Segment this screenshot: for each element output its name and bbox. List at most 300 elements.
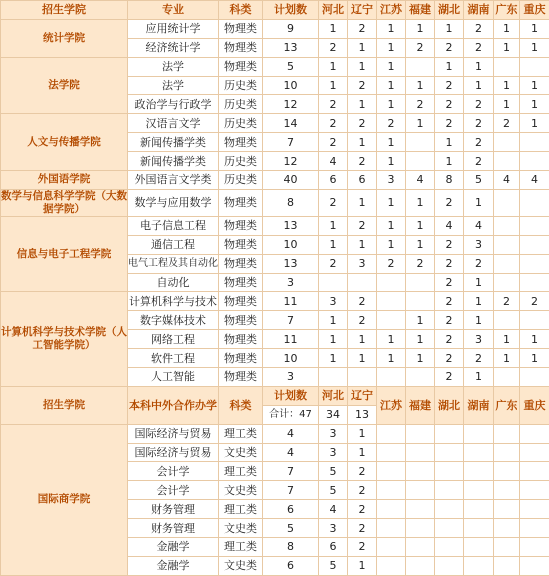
empty-cell [464,481,494,500]
value-cell: 3 [319,424,348,443]
value-cell: 2 [464,133,494,152]
value-cell: 2 [435,330,464,349]
major-cell: 新闻传播学类 [128,133,219,152]
value-cell [520,189,549,216]
value-cell: 1 [406,235,435,254]
province-header: 江苏 [377,386,406,424]
value-cell: 1 [464,273,494,292]
empty-cell [494,462,520,481]
value-cell: 1 [348,57,377,76]
value-cell [520,273,549,292]
value-cell [494,235,520,254]
empty-cell [406,556,435,575]
subject-cell: 物理类 [219,254,263,273]
subject-cell: 理工类 [219,424,263,443]
value-cell: 2 [348,311,377,330]
value-cell: 1 [377,57,406,76]
province-header: 重庆 [520,386,549,424]
value-cell [319,368,348,387]
province-header: 广东 [494,1,520,20]
major-cell: 外国语言文学类 [128,171,219,190]
value-cell: 7 [263,311,319,330]
major-cell: 财务管理 [128,500,219,519]
value-cell [520,57,549,76]
subject-cell: 文史类 [219,519,263,538]
subject-cell: 物理类 [219,189,263,216]
value-cell: 1 [520,76,549,95]
empty-cell [377,519,406,538]
value-cell: 3 [464,235,494,254]
subject-header: 科类 [219,1,263,20]
value-cell: 1 [377,95,406,114]
province-header: 湖北 [435,1,464,20]
value-cell [406,57,435,76]
major-cell: 计算机科学与技术 [128,292,219,311]
value-cell: 2 [494,292,520,311]
value-cell: 1 [377,19,406,38]
table-row [1,57,549,76]
value-cell: 2 [348,481,377,500]
major-cell: 会计学 [128,481,219,500]
value-cell: 5 [263,57,319,76]
value-cell: 5 [319,462,348,481]
value-cell [406,133,435,152]
empty-cell [520,519,549,538]
value-cell: 2 [494,114,520,133]
value-cell: 12 [263,95,319,114]
value-cell: 2 [319,38,348,57]
major-cell: 自动化 [128,273,219,292]
empty-cell [464,424,494,443]
value-cell: 7 [263,462,319,481]
value-cell [377,292,406,311]
college-cell: 数学与信息科学学院（大数据学院） [1,189,128,216]
empty-cell [520,462,549,481]
value-cell: 40 [263,171,319,190]
value-cell: 3 [319,443,348,462]
subject-cell: 物理类 [219,57,263,76]
province-header: 辽宁 [348,1,377,20]
value-cell: 1 [348,235,377,254]
value-cell: 6 [263,556,319,575]
value-cell: 6 [319,171,348,190]
subject-cell: 物理类 [219,235,263,254]
empty-cell [377,556,406,575]
empty-cell [464,462,494,481]
value-cell: 1 [377,216,406,235]
value-cell: 1 [406,76,435,95]
value-cell: 2 [377,114,406,133]
value-cell: 1 [520,330,549,349]
value-cell: 4 [319,152,348,171]
value-cell: 2 [406,38,435,57]
value-cell: 2 [377,254,406,273]
empty-cell [464,556,494,575]
value-cell: 2 [348,462,377,481]
value-cell: 2 [348,114,377,133]
hebei-total-cell: 34 [319,405,348,424]
plan-header: 计划数 [263,1,319,20]
value-cell [494,133,520,152]
value-cell: 14 [263,114,319,133]
value-cell: 2 [435,95,464,114]
value-cell: 1 [435,152,464,171]
value-cell: 9 [263,19,319,38]
province-header: 湖南 [464,1,494,20]
value-cell: 4 [406,171,435,190]
empty-cell [435,500,464,519]
province-header: 湖北 [435,386,464,424]
value-cell: 4 [435,216,464,235]
value-cell: 1 [377,38,406,57]
empty-cell [520,424,549,443]
subject-cell: 物理类 [219,133,263,152]
value-cell [520,152,549,171]
value-cell [406,152,435,171]
subject-cell: 物理类 [219,330,263,349]
value-cell: 5 [319,556,348,575]
subject-cell: 物理类 [219,216,263,235]
empty-cell [377,443,406,462]
value-cell [494,57,520,76]
empty-cell [464,538,494,557]
value-cell: 1 [319,311,348,330]
subheader-row [1,386,549,405]
value-cell [494,152,520,171]
value-cell: 1 [464,292,494,311]
value-cell [520,254,549,273]
value-cell [406,273,435,292]
province-header: 福建 [406,1,435,20]
value-cell [348,273,377,292]
empty-cell [494,519,520,538]
value-cell: 2 [435,38,464,57]
empty-cell [520,556,549,575]
value-cell: 1 [494,19,520,38]
value-cell: 1 [494,330,520,349]
province-header: 江苏 [377,1,406,20]
value-cell: 2 [464,95,494,114]
value-cell: 2 [348,19,377,38]
value-cell [494,189,520,216]
value-cell: 1 [406,311,435,330]
major-cell: 通信工程 [128,235,219,254]
value-cell: 2 [435,235,464,254]
empty-cell [406,481,435,500]
value-cell: 1 [494,76,520,95]
value-cell: 1 [435,19,464,38]
value-cell: 2 [435,349,464,368]
value-cell: 1 [319,57,348,76]
value-cell: 2 [348,216,377,235]
value-cell: 1 [377,76,406,95]
major-cell: 汉语言文学 [128,114,219,133]
major-header: 专业 [128,1,219,20]
value-cell: 3 [348,254,377,273]
empty-cell [406,519,435,538]
major-cell: 网络工程 [128,330,219,349]
major-cell: 法学 [128,76,219,95]
value-cell: 1 [319,235,348,254]
value-cell: 6 [263,500,319,519]
empty-cell [494,481,520,500]
empty-cell [377,462,406,481]
value-cell: 1 [406,114,435,133]
value-cell: 6 [319,538,348,557]
value-cell: 2 [348,500,377,519]
value-cell: 5 [464,171,494,190]
value-cell: 1 [319,19,348,38]
subject-cell: 文史类 [219,481,263,500]
empty-cell [377,500,406,519]
value-cell: 1 [348,38,377,57]
empty-cell [494,443,520,462]
value-cell: 13 [263,254,319,273]
value-cell: 3 [263,368,319,387]
value-cell: 2 [348,76,377,95]
value-cell: 2 [406,254,435,273]
subject-cell: 文史类 [219,443,263,462]
value-cell: 2 [435,189,464,216]
value-cell: 2 [406,95,435,114]
value-cell: 1 [377,349,406,368]
value-cell [319,273,348,292]
empty-cell [435,424,464,443]
value-cell: 7 [263,133,319,152]
value-cell: 12 [263,152,319,171]
value-cell: 4 [263,424,319,443]
empty-cell [494,538,520,557]
value-cell: 3 [377,171,406,190]
major-cell: 电子信息工程 [128,216,219,235]
college-cell: 外国语学院 [1,171,128,190]
college-cell: 人文与传播学院 [1,114,128,171]
value-cell: 1 [520,349,549,368]
college-cell: 计算机科学与技术学院（人工智能学院） [1,292,128,386]
value-cell: 1 [348,330,377,349]
plan-header: 计划数 [263,386,319,405]
value-cell: 2 [520,292,549,311]
value-cell: 2 [319,95,348,114]
major-cell: 金融学 [128,538,219,557]
value-cell: 2 [435,273,464,292]
subject-cell: 历史类 [219,95,263,114]
table-row [1,171,549,190]
college-header: 招生学院 [1,1,128,20]
value-cell: 1 [406,189,435,216]
value-cell: 2 [348,152,377,171]
value-cell: 1 [464,76,494,95]
empty-cell [377,481,406,500]
value-cell: 2 [464,19,494,38]
value-cell: 3 [319,292,348,311]
college-cell: 统计学院 [1,19,128,57]
major-cell: 人工智能 [128,368,219,387]
value-cell: 1 [348,189,377,216]
value-cell: 2 [435,311,464,330]
province-header: 河北 [319,1,348,20]
empty-cell [406,500,435,519]
empty-cell [406,443,435,462]
table-row [1,216,549,235]
subject-cell: 历史类 [219,76,263,95]
empty-cell [520,538,549,557]
value-cell: 1 [348,133,377,152]
value-cell: 5 [263,519,319,538]
value-cell: 4 [319,500,348,519]
empty-cell [435,481,464,500]
value-cell [406,368,435,387]
liaoning-total-cell: 13 [348,405,377,424]
value-cell: 3 [319,519,348,538]
value-cell: 1 [348,424,377,443]
table-row [1,189,549,216]
value-cell: 2 [319,254,348,273]
value-cell [406,292,435,311]
subject-cell: 理工类 [219,500,263,519]
empty-cell [377,424,406,443]
subject-cell: 物理类 [219,38,263,57]
major-cell: 金融学 [128,556,219,575]
subject-cell: 物理类 [219,311,263,330]
value-cell: 6 [348,171,377,190]
value-cell: 4 [263,443,319,462]
major-cell: 国际经济与贸易 [128,424,219,443]
value-cell: 8 [263,189,319,216]
value-cell: 2 [348,292,377,311]
major-header: 本科中外合作办学 [128,386,219,424]
value-cell: 1 [520,19,549,38]
major-cell: 会计学 [128,462,219,481]
value-cell: 2 [435,114,464,133]
value-cell [520,368,549,387]
value-cell: 1 [520,114,549,133]
value-cell: 10 [263,349,319,368]
value-cell: 4 [520,171,549,190]
province-header: 辽宁 [348,386,377,405]
value-cell: 2 [464,152,494,171]
major-cell: 经济统计学 [128,38,219,57]
subject-cell: 历史类 [219,171,263,190]
province-header: 广东 [494,386,520,424]
value-cell [494,216,520,235]
value-cell [520,235,549,254]
major-cell: 财务管理 [128,519,219,538]
value-cell: 2 [464,254,494,273]
value-cell: 4 [464,216,494,235]
value-cell: 2 [348,538,377,557]
value-cell: 1 [464,368,494,387]
subject-header: 科类 [219,386,263,424]
value-cell: 1 [406,330,435,349]
major-cell: 国际经济与贸易 [128,443,219,462]
value-cell: 1 [348,95,377,114]
major-cell: 软件工程 [128,349,219,368]
table-row [1,292,549,311]
header-row [1,1,549,20]
college-cell: 法学院 [1,57,128,114]
value-cell [520,311,549,330]
province-header: 湖南 [464,386,494,424]
value-cell: 1 [406,349,435,368]
value-cell: 11 [263,330,319,349]
value-cell: 1 [319,76,348,95]
value-cell: 13 [263,38,319,57]
value-cell: 1 [406,216,435,235]
value-cell [494,368,520,387]
value-cell: 3 [464,330,494,349]
empty-cell [435,443,464,462]
table-row [1,114,549,133]
value-cell [348,368,377,387]
value-cell: 1 [377,235,406,254]
value-cell: 5 [319,481,348,500]
value-cell: 2 [319,114,348,133]
major-cell: 电气工程及其自动化 [128,254,219,273]
subject-cell: 物理类 [219,19,263,38]
value-cell: 1 [319,330,348,349]
value-cell: 1 [319,349,348,368]
value-cell: 1 [377,330,406,349]
subject-cell: 物理类 [219,349,263,368]
major-cell: 法学 [128,57,219,76]
province-header: 福建 [406,386,435,424]
value-cell: 1 [348,349,377,368]
major-cell: 数字媒体技术 [128,311,219,330]
value-cell [494,311,520,330]
empty-cell [377,538,406,557]
value-cell: 2 [435,292,464,311]
subject-cell: 历史类 [219,114,263,133]
value-cell: 2 [464,349,494,368]
value-cell: 1 [377,189,406,216]
subject-cell: 理工类 [219,462,263,481]
value-cell [520,216,549,235]
province-header: 河北 [319,386,348,405]
value-cell [377,273,406,292]
major-cell: 数学与应用数学 [128,189,219,216]
total-cell: 合计：47 [263,405,319,424]
value-cell: 1 [464,189,494,216]
value-cell: 1 [435,133,464,152]
value-cell [520,133,549,152]
value-cell: 2 [435,368,464,387]
college-header: 招生学院 [1,386,128,424]
value-cell: 8 [263,538,319,557]
value-cell: 1 [520,95,549,114]
major-cell: 政治学与行政学 [128,95,219,114]
value-cell: 8 [435,171,464,190]
value-cell: 10 [263,76,319,95]
value-cell: 2 [348,519,377,538]
value-cell: 10 [263,235,319,254]
value-cell: 1 [464,57,494,76]
empty-cell [520,443,549,462]
value-cell: 2 [319,133,348,152]
empty-cell [520,500,549,519]
empty-cell [494,424,520,443]
value-cell: 1 [435,57,464,76]
value-cell: 2 [464,114,494,133]
table-row [1,424,549,443]
value-cell: 2 [435,76,464,95]
subject-cell: 理工类 [219,538,263,557]
province-header: 重庆 [520,1,549,20]
value-cell: 1 [464,311,494,330]
subject-cell: 历史类 [219,152,263,171]
value-cell: 1 [348,443,377,462]
value-cell: 13 [263,216,319,235]
